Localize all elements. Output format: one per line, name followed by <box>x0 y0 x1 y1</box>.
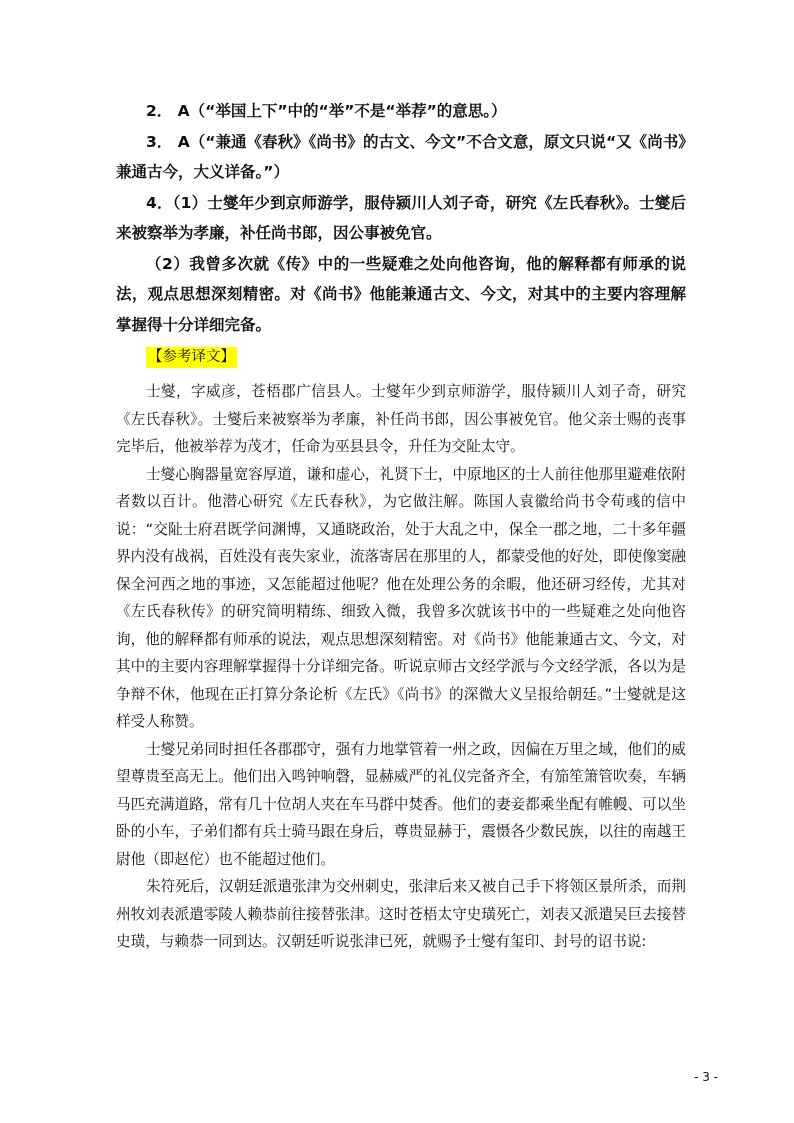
paragraph: 士燮兄弟同时担任各郡郡守，强有力地掌管着一州之政，因偏在万里之域，他们的威望尊贵至高无上。他们出入鸣钟响磬，显赫威严的礼仪完备齐全，有笳笙箫管吹奏，车辆马匹充满道路，常有几十位胡人夹在车马群中焚香。他们的妻妾都乘坐配有帷幔、可以坐卧的小车，子弟们都有兵士骑马跟在身后，尊贵显赫于，震慑各少数民族，以往的南越王尉他（即赵佗）也不能超过他们。 <box>116 740 686 868</box>
page-number: - 3 - <box>694 1070 718 1084</box>
paragraph: 士燮心胸器量宽容厚道，谦和虚心，礼贤下士，中原地区的士人前往他那里避难依附者数以百计。他潜心研究《左氏春秋》，为它做注解。陈国人袁徽给尚书令荀彧的信中说：“交阯士府君既学问渊博，又通晓政治，处于大乱之中，保全一郡之地，二十多年疆界内没有战祸，百姓没有丧失家业，流落寄居在那里的人，都蒙受他的好处，即使像窦融保全河西之地的事迹，又怎能超过他呢？他在处理公务的余暇，他还研习经传，尤其对《左氏春秋传》的研究简明精练、细致入微，我曾多次就该书中的一些疑难之处向他咨询，他的解释都有师承的说法，观点思想深刻精密。对《尚书》他能兼通古文、今文，对其中的主要内容理解掌握得十分详细完备。听说京师古文经学派与今文经学派，各以为是争辩不休，他现在正打算分条论析《左氏》《尚书》的深微大义呈报给朝廷。”士燮就是这样受人称赞。 <box>116 465 686 730</box>
translation-body <box>116 378 686 956</box>
translation-heading: 【参考译文】 <box>146 347 237 368</box>
answer-section <box>116 96 686 340</box>
translation-heading-wrap <box>146 347 237 368</box>
answer-3: 3． A（“兼通《春秋》《尚书》的古文、今文”不合文意，原文只说“又《尚书》兼通古今，大义详备。”） <box>116 132 686 181</box>
paragraph: 朱符死后，汉朝廷派遣张津为交州刺史，张津后来又被自己手下将领区景所杀，而荆州牧刘表派遣零陵人赖恭前往接替张津。这时苍梧太守史璜死亡，刘表又派遣吴巨去接替史璜，与赖恭一同到达。汉朝廷听说张津已死，就赐予士燮有玺印、封号的诏书说: <box>116 878 686 950</box>
paragraph: 士燮，字威彦，苍梧郡广信县人。士燮年少到京师游学，服侍颍川人刘子奇，研究《左氏春秋》。士燮后来被察举为孝廉，补任尚书郎，因公事被免官。他父亲士赐的丧事完毕后，他被举荐为茂才，任命为巫县县令，升任为交阯太守。 <box>116 383 686 455</box>
answer-2: 2． A（“举国上下”中的“举”不是“举荐”的意思。） <box>146 102 507 120</box>
answer-4-2: （2）我曾多次就《传》中的一些疑难之处向他咨询，他的解释都有师承的说法，观点思想深刻精密。对《尚书》他能兼通古文、今文，对其中的主要内容理解掌握得十分详细完备。 <box>116 254 686 334</box>
answer-4-1: 4．（1）士燮年少到京师游学，服侍颍川人刘子奇，研究《左氏春秋》。士燮后来被察举为孝廉，补任尚书郎，因公事被免官。 <box>116 193 686 242</box>
